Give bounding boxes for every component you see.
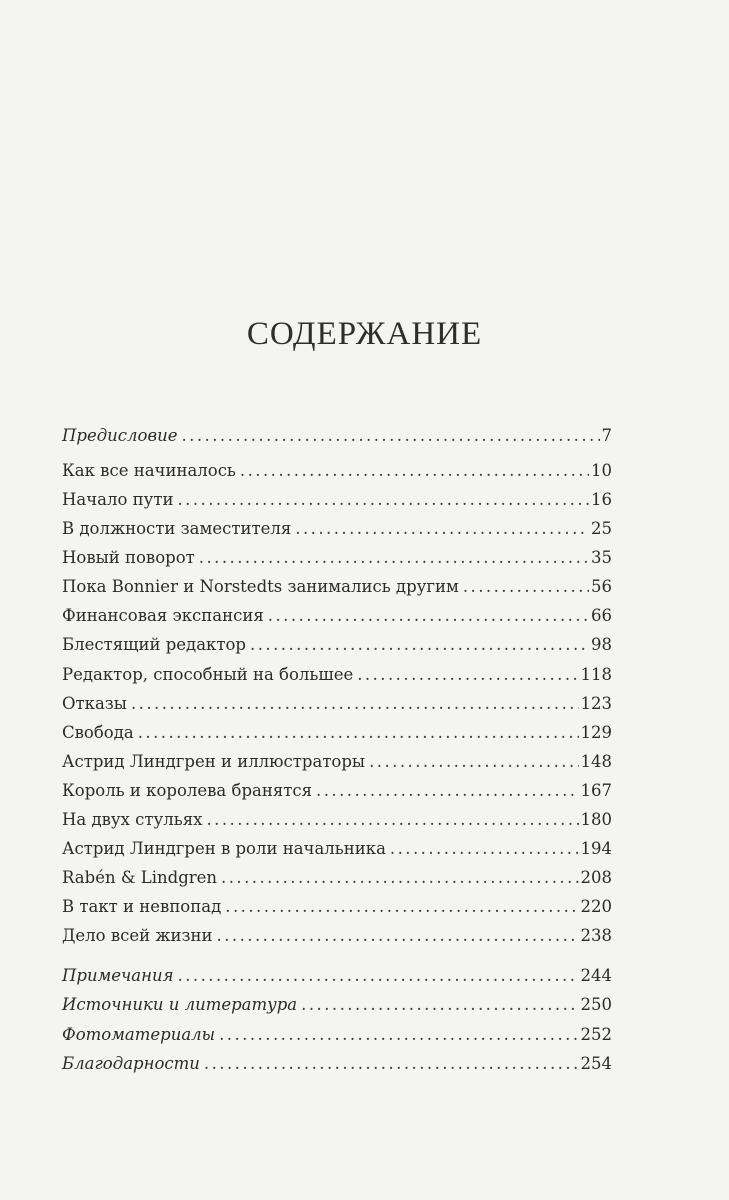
toc-entry-page-number: 252: [580, 1025, 612, 1044]
toc-entry: [62, 926, 612, 956]
toc-entry-title: Отказы: [62, 694, 127, 713]
toc-entry: [62, 995, 612, 1025]
toc-entry-title: В должности заместителя: [62, 519, 292, 538]
toc-entry-title: Король и королева бранятся: [62, 781, 313, 800]
toc-entry-page-number: 66: [591, 606, 612, 625]
toc-entry: [62, 577, 612, 607]
toc-entry-page-number: 35: [591, 548, 612, 567]
toc-entry-page-number: 167: [580, 781, 612, 800]
toc-entry-page-number: 148: [580, 752, 612, 771]
toc-entry-title: Примечания: [62, 966, 174, 985]
dot-leader: [463, 577, 589, 596]
dot-leader: [369, 752, 578, 771]
dot-leader: [268, 606, 589, 625]
toc-entry: [62, 635, 612, 665]
toc-entry-page-number: 10: [591, 461, 612, 480]
page-title: СОДЕРЖАНИЕ: [246, 316, 483, 352]
toc-entry-page-number: 194: [580, 839, 612, 858]
dot-leader: [390, 839, 579, 858]
toc-entry: [62, 839, 612, 869]
toc-entry-title: Финансовая экспансия: [62, 606, 264, 625]
dot-leader: [204, 1054, 579, 1073]
dot-leader: [316, 781, 578, 800]
toc-entry-page-number: 254: [580, 1054, 612, 1073]
toc-entry-title: Блестящий редактор: [62, 635, 246, 654]
toc-entry: [62, 490, 612, 520]
dot-leader: [250, 635, 589, 654]
toc-entry-page-number: 98: [591, 635, 612, 654]
toc-entry: [62, 1025, 612, 1055]
dot-leader: [178, 966, 579, 985]
dot-leader: [219, 1025, 578, 1044]
toc-entry: [62, 519, 612, 549]
toc-entry-title: Благодарности: [62, 1054, 200, 1073]
toc-entry: [62, 694, 612, 724]
toc-entry-title: Свобода: [62, 723, 134, 742]
toc-entry-page-number: 25: [591, 519, 612, 538]
dot-leader: [221, 868, 578, 887]
dot-leader: [240, 461, 589, 480]
toc-entry-title: Предисловие: [62, 426, 178, 445]
toc-entry-title: Источники и литература: [62, 995, 298, 1014]
dot-leader: [199, 548, 589, 567]
toc-entry-page-number: 129: [580, 723, 612, 742]
toc-entry-title: Как все начиналось: [62, 461, 236, 480]
dot-leader: [301, 995, 578, 1014]
toc-entry: [62, 966, 612, 996]
toc-entry-page-number: 208: [580, 868, 612, 887]
toc-entry: [62, 752, 612, 782]
toc-entry-title: Дело всей жизни: [62, 926, 213, 945]
toc-entry-page-number: 16: [591, 490, 612, 509]
dot-leader: [217, 926, 579, 945]
toc-entry-page-number: 56: [591, 577, 612, 596]
toc-entry: [62, 665, 612, 695]
dot-leader: [181, 426, 599, 445]
toc-entry-title: Пока Bonnier и Norstedts занимались другим: [62, 577, 459, 596]
toc-entry: [62, 606, 612, 636]
toc-entry-page-number: 238: [580, 926, 612, 945]
toc-entry-title: Rabén & Lindgren: [62, 868, 218, 887]
toc-entry: [62, 897, 612, 927]
dot-leader: [295, 519, 589, 538]
toc-entry-title: Астрид Линдгрен в роли начальника: [62, 839, 386, 858]
toc-entry: [62, 548, 612, 578]
toc-entry: [62, 1054, 612, 1084]
toc-entry-title: Астрид Линдгрен и иллюстраторы: [62, 752, 366, 771]
toc-entry-page-number: 244: [580, 966, 612, 985]
dot-leader: [357, 665, 578, 684]
toc-entry: [62, 426, 612, 456]
dot-leader: [225, 897, 578, 916]
toc-entry: [62, 868, 612, 898]
toc-entry: [62, 810, 612, 840]
toc-entry-page-number: 180: [580, 810, 612, 829]
toc-entry-page-number: 118: [580, 665, 612, 684]
toc-entry-page-number: 7: [601, 426, 612, 445]
toc-entry-page-number: 123: [580, 694, 612, 713]
dot-leader: [138, 723, 579, 742]
toc-entry-title: Редактор, способный на большее: [62, 665, 354, 684]
dot-leader: [131, 694, 579, 713]
toc-entry: [62, 781, 612, 811]
toc-entry: [62, 723, 612, 753]
toc-entry-title: В такт и невпопад: [62, 897, 222, 916]
toc-entry-title: Фотоматериалы: [62, 1025, 216, 1044]
toc-entry: [62, 461, 612, 491]
toc-entry-page-number: 250: [580, 995, 612, 1014]
toc-entry-title: На двух стульях: [62, 810, 203, 829]
toc-entry-title: Новый поворот: [62, 548, 195, 567]
dot-leader: [177, 490, 589, 509]
dot-leader: [206, 810, 578, 829]
toc-entry-title: Начало пути: [62, 490, 174, 509]
toc-entry-page-number: 220: [580, 897, 612, 916]
